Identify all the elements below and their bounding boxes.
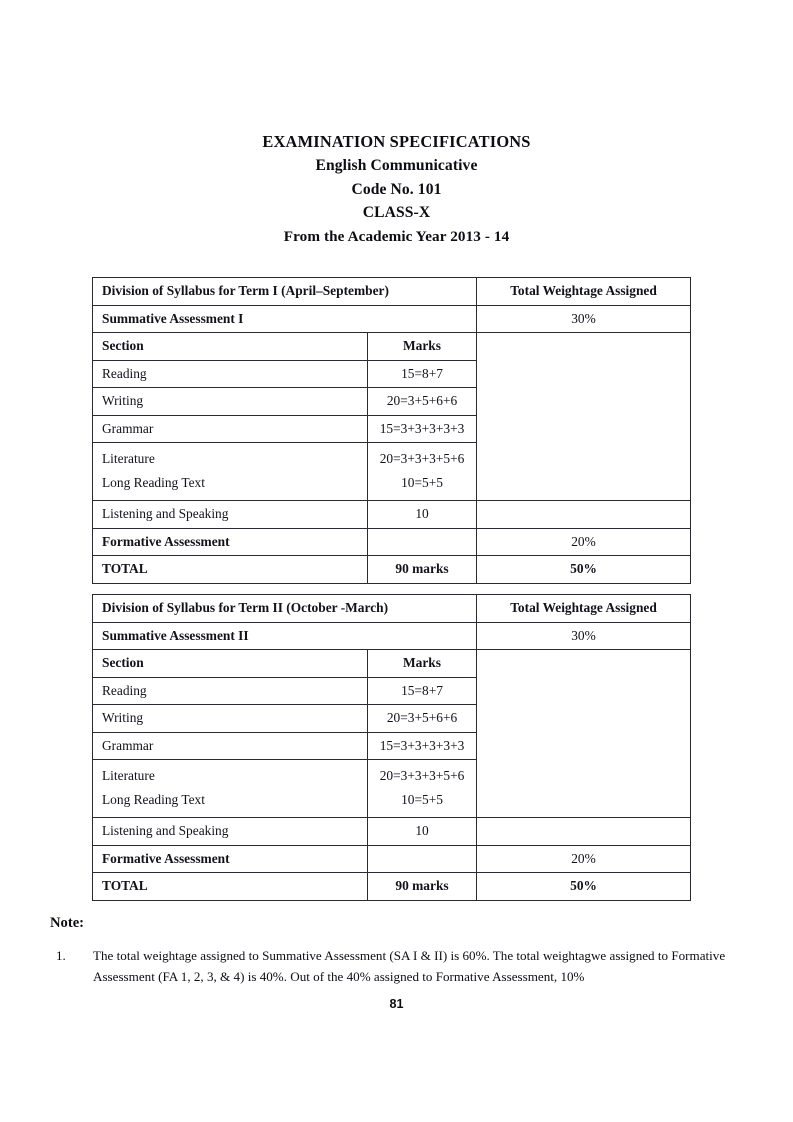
note-item-text: The total weightage assigned to Summative Assessment (SA I & II) is 60%. The total weightagwe assigned to Formative Assessment (FA 1, 2, 3, & 4) is 40%. Out of the 40% assigned to Formative Assessment, 10% <box>93 948 726 985</box>
section-header-cell: Section <box>93 650 368 678</box>
summative-weightage-cell: 30% <box>477 622 691 650</box>
table-row-total <box>93 873 691 901</box>
table-row-formative <box>93 528 691 556</box>
table-row-summative <box>93 305 691 333</box>
table-row <box>93 817 691 845</box>
table-row-summative <box>93 622 691 650</box>
weightage-blank-cell <box>477 817 691 845</box>
table-row-division <box>93 278 691 306</box>
note-heading: Note: <box>50 915 85 931</box>
section-marks-cell: 10 <box>368 817 477 845</box>
weightage-header-cell: Total Weightage Assigned <box>477 278 691 306</box>
section-marks-cell: 20=3+5+6+6 <box>368 388 477 416</box>
weightage-header-cell: Total Weightage Assigned <box>477 595 691 623</box>
table-row <box>93 500 691 528</box>
note-list-item <box>50 945 750 987</box>
literature-marks: 20=3+3+3+5+6 <box>379 451 465 466</box>
section-marks-cell: 15=3+3+3+3+3 <box>368 732 477 760</box>
total-marks-cell: 90 marks <box>368 873 477 901</box>
weightage-merged-blank-cell <box>477 650 691 818</box>
summative-weightage-cell: 30% <box>477 305 691 333</box>
long-reading-text-label: Long Reading Text <box>102 474 205 490</box>
long-reading-text-marks: 10=5+5 <box>401 474 443 490</box>
section-marks-cell: 20=3+5+6+6 <box>368 705 477 733</box>
section-name-cell <box>93 443 368 501</box>
syllabus-table-term-2 <box>92 594 691 901</box>
note-item-number: 1. <box>56 948 66 963</box>
section-name-cell: Listening and Speaking <box>93 500 368 528</box>
long-reading-text-marks: 10=5+5 <box>401 791 443 807</box>
weightage-merged-blank-cell <box>477 333 691 501</box>
heading-subject: English Communicative <box>315 156 478 174</box>
section-name-cell: Grammar <box>93 732 368 760</box>
formative-weightage-cell: 20% <box>477 528 691 556</box>
division-title-cell: Division of Syllabus for Term II (October -March) <box>93 595 477 623</box>
heading-academic-year: From the Academic Year 2013 - 14 <box>283 228 510 246</box>
section-name-cell: Grammar <box>93 415 368 443</box>
syllabus-table-term-1 <box>92 277 691 584</box>
total-label-cell: TOTAL <box>93 873 368 901</box>
section-marks-cell <box>368 760 477 818</box>
total-weightage-cell: 50% <box>477 556 691 584</box>
page-heading <box>0 133 793 245</box>
table-row-formative <box>93 845 691 873</box>
literature-label: Literature <box>102 768 155 783</box>
formative-marks-cell <box>368 528 477 556</box>
section-name-cell: Writing <box>93 705 368 733</box>
section-name-cell <box>93 760 368 818</box>
section-name-cell: Writing <box>93 388 368 416</box>
summative-label-cell: Summative Assessment II <box>93 622 477 650</box>
formative-label-cell: Formative Assessment <box>93 845 368 873</box>
section-marks-cell <box>368 443 477 501</box>
table-row-division <box>93 595 691 623</box>
section-name-cell: Listening and Speaking <box>93 817 368 845</box>
section-marks-cell: 15=3+3+3+3+3 <box>368 415 477 443</box>
literature-marks: 20=3+3+3+5+6 <box>379 768 465 783</box>
formative-weightage-cell: 20% <box>477 845 691 873</box>
note-section <box>50 915 750 987</box>
heading-class: CLASS-X <box>362 204 431 222</box>
section-marks-cell: 15=8+7 <box>368 677 477 705</box>
total-label-cell: TOTAL <box>93 556 368 584</box>
table-row-total <box>93 556 691 584</box>
page-number: 81 <box>389 997 404 1011</box>
summative-label-cell: Summative Assessment I <box>93 305 477 333</box>
formative-marks-cell <box>368 845 477 873</box>
marks-header-cell: Marks <box>368 333 477 361</box>
heading-code: Code No. 101 <box>351 180 442 198</box>
formative-label-cell: Formative Assessment <box>93 528 368 556</box>
marks-header-cell: Marks <box>368 650 477 678</box>
literature-label: Literature <box>102 451 155 466</box>
weightage-blank-cell <box>477 500 691 528</box>
long-reading-text-label: Long Reading Text <box>102 791 205 807</box>
section-header-cell: Section <box>93 333 368 361</box>
total-marks-cell: 90 marks <box>368 556 477 584</box>
section-marks-cell: 15=8+7 <box>368 360 477 388</box>
division-title-cell: Division of Syllabus for Term I (April–September) <box>93 278 477 306</box>
section-name-cell: Reading <box>93 677 368 705</box>
table-row-column-headers <box>93 650 691 678</box>
section-marks-cell: 10 <box>368 500 477 528</box>
total-weightage-cell: 50% <box>477 873 691 901</box>
heading-title: EXAMINATION SPECIFICATIONS <box>262 132 531 151</box>
table-row-column-headers <box>93 333 691 361</box>
section-name-cell: Reading <box>93 360 368 388</box>
